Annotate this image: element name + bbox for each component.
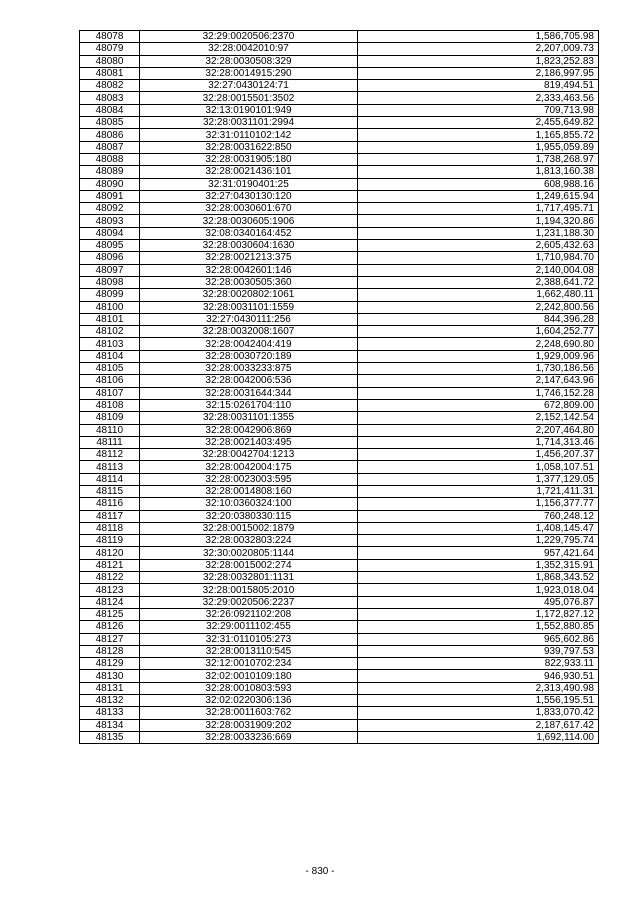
value-amount-cell: 495,076.87: [358, 596, 599, 608]
row-number-cell: 48080: [80, 55, 140, 67]
row-number-cell: 48092: [80, 203, 140, 215]
table-row: [80, 424, 599, 436]
value-amount-cell: 1,552,880.85: [358, 621, 599, 633]
cadastral-number-cell: 32:28:0031909:202: [140, 719, 358, 731]
cadastral-number-cell: 32:28:0042404:419: [140, 338, 358, 350]
table-row: [80, 695, 599, 707]
table-row: [80, 141, 599, 153]
cadastral-number-cell: 32:02:0010109:180: [140, 670, 358, 682]
cadastral-number-cell: 32:02:0220306:136: [140, 695, 358, 707]
table-row: [80, 596, 599, 608]
value-amount-cell: 1,058,107.51: [358, 461, 599, 473]
row-number-cell: 48128: [80, 645, 140, 657]
value-amount-cell: 957,421.64: [358, 547, 599, 559]
row-number-cell: 48129: [80, 658, 140, 670]
row-number-cell: 48135: [80, 731, 140, 743]
value-amount-cell: 822,933.11: [358, 658, 599, 670]
cadastral-number-cell: 32:28:0015002:1879: [140, 522, 358, 534]
cadastral-number-cell: 32:28:0042006:536: [140, 375, 358, 387]
row-number-cell: 48130: [80, 670, 140, 682]
row-number-cell: 48108: [80, 399, 140, 411]
table-row: [80, 326, 599, 338]
value-amount-cell: 1,746,152.28: [358, 387, 599, 399]
table-row: [80, 645, 599, 657]
value-amount-cell: 2,388,641.72: [358, 276, 599, 288]
table-row: [80, 584, 599, 596]
value-amount-cell: 1,710,984.70: [358, 252, 599, 264]
table-row: [80, 264, 599, 276]
row-number-cell: 48123: [80, 584, 140, 596]
cadastral-number-cell: 32:28:0031622:850: [140, 141, 358, 153]
value-amount-cell: 1,165,855.72: [358, 129, 599, 141]
table-row: [80, 522, 599, 534]
table-body: [80, 31, 599, 744]
value-amount-cell: 1,408,145.47: [358, 522, 599, 534]
table-row: [80, 670, 599, 682]
table-row: [80, 461, 599, 473]
table-row: [80, 240, 599, 252]
cadastral-number-cell: 32:27:0430130:120: [140, 190, 358, 202]
table-row: [80, 547, 599, 559]
cadastral-number-cell: 32:28:0031101:1355: [140, 412, 358, 424]
row-number-cell: 48111: [80, 436, 140, 448]
table-row: [80, 31, 599, 43]
row-number-cell: 48106: [80, 375, 140, 387]
table-row: [80, 104, 599, 116]
row-number-cell: 48116: [80, 498, 140, 510]
value-amount-cell: 1,813,160.38: [358, 166, 599, 178]
cadastral-number-cell: 32:31:0110105:273: [140, 633, 358, 645]
cadastral-number-cell: 32:28:0021213:375: [140, 252, 358, 264]
value-amount-cell: 2,242,800.56: [358, 301, 599, 313]
row-number-cell: 48119: [80, 535, 140, 547]
cadastral-number-cell: 32:28:0015501:3502: [140, 92, 358, 104]
cadastral-number-cell: 32:28:0030508:329: [140, 55, 358, 67]
table-row: [80, 731, 599, 743]
value-amount-cell: 1,717,495.71: [358, 203, 599, 215]
table-row: [80, 375, 599, 387]
row-number-cell: 48093: [80, 215, 140, 227]
table-row: [80, 412, 599, 424]
value-amount-cell: 1,604,252.77: [358, 326, 599, 338]
cadastral-number-cell: 32:28:0030605:1906: [140, 215, 358, 227]
row-number-cell: 48087: [80, 141, 140, 153]
value-amount-cell: 1,456,207.37: [358, 449, 599, 461]
cadastral-number-cell: 32:28:0030601:670: [140, 203, 358, 215]
value-amount-cell: 1,352,315.91: [358, 559, 599, 571]
table-row: [80, 227, 599, 239]
row-number-cell: 48103: [80, 338, 140, 350]
value-amount-cell: 1,823,252.83: [358, 55, 599, 67]
table-row: [80, 313, 599, 325]
row-number-cell: 48112: [80, 449, 140, 461]
cadastral-number-cell: 32:28:0014808:160: [140, 485, 358, 497]
row-number-cell: 48105: [80, 363, 140, 375]
row-number-cell: 48094: [80, 227, 140, 239]
row-number-cell: 48131: [80, 682, 140, 694]
value-amount-cell: 709,713.98: [358, 104, 599, 116]
table-row: [80, 535, 599, 547]
value-amount-cell: 2,605,432.63: [358, 240, 599, 252]
table-row: [80, 473, 599, 485]
cadastral-number-cell: 32:28:0014915:290: [140, 67, 358, 79]
table-row: [80, 178, 599, 190]
cadastral-number-cell: 32:28:0031644:344: [140, 387, 358, 399]
cadastral-number-cell: 32:28:0020802:1061: [140, 289, 358, 301]
cadastral-number-cell: 32:28:0042010:97: [140, 43, 358, 55]
value-amount-cell: 2,187,617.42: [358, 719, 599, 731]
cadastral-number-cell: 32:27:0430124:71: [140, 80, 358, 92]
row-number-cell: 48109: [80, 412, 140, 424]
cadastral-number-cell: 32:28:0010803:593: [140, 682, 358, 694]
table-row: [80, 55, 599, 67]
row-number-cell: 48121: [80, 559, 140, 571]
value-amount-cell: 2,147,643.96: [358, 375, 599, 387]
value-amount-cell: 1,194,320.86: [358, 215, 599, 227]
row-number-cell: 48084: [80, 104, 140, 116]
table-row: [80, 350, 599, 362]
value-amount-cell: 1,586,705.98: [358, 31, 599, 43]
table-row: [80, 485, 599, 497]
row-number-cell: 48079: [80, 43, 140, 55]
table-row: [80, 436, 599, 448]
table-row: [80, 190, 599, 202]
value-amount-cell: 1,231,188.30: [358, 227, 599, 239]
row-number-cell: 48083: [80, 92, 140, 104]
value-amount-cell: 1,833,070.42: [358, 707, 599, 719]
table-row: [80, 203, 599, 215]
row-number-cell: 48117: [80, 510, 140, 522]
value-amount-cell: 1,249,615.94: [358, 190, 599, 202]
cadastral-number-cell: 32:28:0015805:2010: [140, 584, 358, 596]
table-row: [80, 387, 599, 399]
row-number-cell: 48125: [80, 608, 140, 620]
cadastral-number-cell: 32:28:0030720:189: [140, 350, 358, 362]
row-number-cell: 48086: [80, 129, 140, 141]
value-amount-cell: 2,207,009.73: [358, 43, 599, 55]
cadastral-number-cell: 32:26:0921102:208: [140, 608, 358, 620]
table-row: [80, 572, 599, 584]
cadastral-number-cell: 32:28:0042906:869: [140, 424, 358, 436]
cadastral-number-cell: 32:13:0190101:949: [140, 104, 358, 116]
cadastral-number-cell: 32:10:0360324:100: [140, 498, 358, 510]
value-amount-cell: 2,140,004.08: [358, 264, 599, 276]
cadastral-number-cell: 32:28:0042004:175: [140, 461, 358, 473]
row-number-cell: 48126: [80, 621, 140, 633]
cadastral-number-cell: 32:28:0042601:146: [140, 264, 358, 276]
cadastral-number-cell: 32:28:0033233:875: [140, 363, 358, 375]
row-number-cell: 48134: [80, 719, 140, 731]
cadastral-number-cell: 32:28:0032801:1131: [140, 572, 358, 584]
value-amount-cell: 1,929,009.96: [358, 350, 599, 362]
table-row: [80, 289, 599, 301]
cadastral-number-cell: 32:28:0021403:495: [140, 436, 358, 448]
value-amount-cell: 1,714,313.46: [358, 436, 599, 448]
table-row: [80, 621, 599, 633]
table-row: [80, 252, 599, 264]
row-number-cell: 48085: [80, 117, 140, 129]
table-row: [80, 301, 599, 313]
table-row: [80, 608, 599, 620]
table-row: [80, 92, 599, 104]
value-amount-cell: 1,156,377.77: [358, 498, 599, 510]
row-number-cell: 48133: [80, 707, 140, 719]
cadastral-number-cell: 32:28:0023003:595: [140, 473, 358, 485]
row-number-cell: 48107: [80, 387, 140, 399]
row-number-cell: 48115: [80, 485, 140, 497]
row-number-cell: 48104: [80, 350, 140, 362]
value-amount-cell: 844,396.28: [358, 313, 599, 325]
table-row: [80, 166, 599, 178]
cadastral-number-cell: 32:31:0190401:25: [140, 178, 358, 190]
cadastral-number-cell: 32:28:0031101:1559: [140, 301, 358, 313]
row-number-cell: 48118: [80, 522, 140, 534]
row-number-cell: 48113: [80, 461, 140, 473]
row-number-cell: 48102: [80, 326, 140, 338]
cadastral-number-cell: 32:30:0020805:1144: [140, 547, 358, 559]
row-number-cell: 48110: [80, 424, 140, 436]
row-number-cell: 48124: [80, 596, 140, 608]
value-amount-cell: 1,692,114.00: [358, 731, 599, 743]
table-row: [80, 117, 599, 129]
table-row: [80, 399, 599, 411]
cadastral-number-cell: 32:29:0020506:2237: [140, 596, 358, 608]
value-amount-cell: 1,662,480.11: [358, 289, 599, 301]
cadastral-number-cell: 32:28:0032008:1607: [140, 326, 358, 338]
table-row: [80, 719, 599, 731]
cadastral-number-cell: 32:28:0042704:1213: [140, 449, 358, 461]
value-amount-cell: 2,455,649.82: [358, 117, 599, 129]
row-number-cell: 48090: [80, 178, 140, 190]
table-row: [80, 498, 599, 510]
row-number-cell: 48099: [80, 289, 140, 301]
value-amount-cell: 965,602.86: [358, 633, 599, 645]
value-amount-cell: 608,988.16: [358, 178, 599, 190]
row-number-cell: 48095: [80, 240, 140, 252]
value-amount-cell: 1,730,186.56: [358, 363, 599, 375]
value-amount-cell: 2,186,997.95: [358, 67, 599, 79]
cadastral-number-cell: 32:12:0010702:234: [140, 658, 358, 670]
cadastral-number-cell: 32:28:0015002:274: [140, 559, 358, 571]
table-row: [80, 153, 599, 165]
value-amount-cell: 946,930.51: [358, 670, 599, 682]
value-amount-cell: 1,172,827.12: [358, 608, 599, 620]
row-number-cell: 48114: [80, 473, 140, 485]
value-amount-cell: 2,207,464.80: [358, 424, 599, 436]
value-amount-cell: 2,152,142.54: [358, 412, 599, 424]
table-row: [80, 510, 599, 522]
cadastral-number-cell: 32:28:0033236:669: [140, 731, 358, 743]
cadastral-number-cell: 32:28:0021436:101: [140, 166, 358, 178]
row-number-cell: 48081: [80, 67, 140, 79]
cadastral-number-cell: 32:20:0380330:115: [140, 510, 358, 522]
row-number-cell: 48089: [80, 166, 140, 178]
table-row: [80, 658, 599, 670]
value-amount-cell: 2,333,463.56: [358, 92, 599, 104]
value-amount-cell: 939,797.53: [358, 645, 599, 657]
cadastral-number-cell: 32:31:0110102:142: [140, 129, 358, 141]
value-amount-cell: 672,809.00: [358, 399, 599, 411]
cadastral-number-cell: 32:28:0013110:545: [140, 645, 358, 657]
cadastral-number-cell: 32:28:0011603:762: [140, 707, 358, 719]
row-number-cell: 48091: [80, 190, 140, 202]
value-amount-cell: 1,721,411.31: [358, 485, 599, 497]
cadastral-number-cell: 32:29:0011102:455: [140, 621, 358, 633]
table-row: [80, 276, 599, 288]
table-row: [80, 67, 599, 79]
row-number-cell: 48098: [80, 276, 140, 288]
value-amount-cell: 1,556,195.51: [358, 695, 599, 707]
cadastral-number-cell: 32:15:0261704:110: [140, 399, 358, 411]
cadastral-number-cell: 32:27:0430111:256: [140, 313, 358, 325]
cadastral-number-cell: 32:28:0031905:180: [140, 153, 358, 165]
table-row: [80, 43, 599, 55]
row-number-cell: 48078: [80, 31, 140, 43]
value-amount-cell: 819,494.51: [358, 80, 599, 92]
cadastral-number-cell: 32:28:0031101:2994: [140, 117, 358, 129]
table-row: [80, 80, 599, 92]
table-row: [80, 129, 599, 141]
table-row: [80, 559, 599, 571]
value-amount-cell: 2,248,690.80: [358, 338, 599, 350]
table-row: [80, 215, 599, 227]
row-number-cell: 48127: [80, 633, 140, 645]
table-row: [80, 449, 599, 461]
page-number: - 830 -: [305, 866, 335, 877]
cadastral-number-cell: 32:29:0020506:2370: [140, 31, 358, 43]
row-number-cell: 48097: [80, 264, 140, 276]
row-number-cell: 48096: [80, 252, 140, 264]
value-amount-cell: 1,229,795.74: [358, 535, 599, 547]
value-amount-cell: 1,377,129.05: [358, 473, 599, 485]
value-amount-cell: 2,313,490.98: [358, 682, 599, 694]
value-amount-cell: 1,955,059.89: [358, 141, 599, 153]
cadastral-number-cell: 32:28:0032803:224: [140, 535, 358, 547]
value-amount-cell: 760,248.12: [358, 510, 599, 522]
cadastral-number-cell: 32:08:0340164:452: [140, 227, 358, 239]
table-row: [80, 633, 599, 645]
value-amount-cell: 1,868,343.52: [358, 572, 599, 584]
table-row: [80, 338, 599, 350]
row-number-cell: 48120: [80, 547, 140, 559]
row-number-cell: 48100: [80, 301, 140, 313]
cadastral-number-cell: 32:28:0030604:1630: [140, 240, 358, 252]
cadastral-value-table: [79, 30, 599, 744]
row-number-cell: 48132: [80, 695, 140, 707]
value-amount-cell: 1,738,268.97: [358, 153, 599, 165]
row-number-cell: 48122: [80, 572, 140, 584]
row-number-cell: 48101: [80, 313, 140, 325]
value-amount-cell: 1,923,018.04: [358, 584, 599, 596]
table-row: [80, 682, 599, 694]
table-row: [80, 707, 599, 719]
table-row: [80, 363, 599, 375]
cadastral-number-cell: 32:28:0030505:360: [140, 276, 358, 288]
row-number-cell: 48082: [80, 80, 140, 92]
row-number-cell: 48088: [80, 153, 140, 165]
